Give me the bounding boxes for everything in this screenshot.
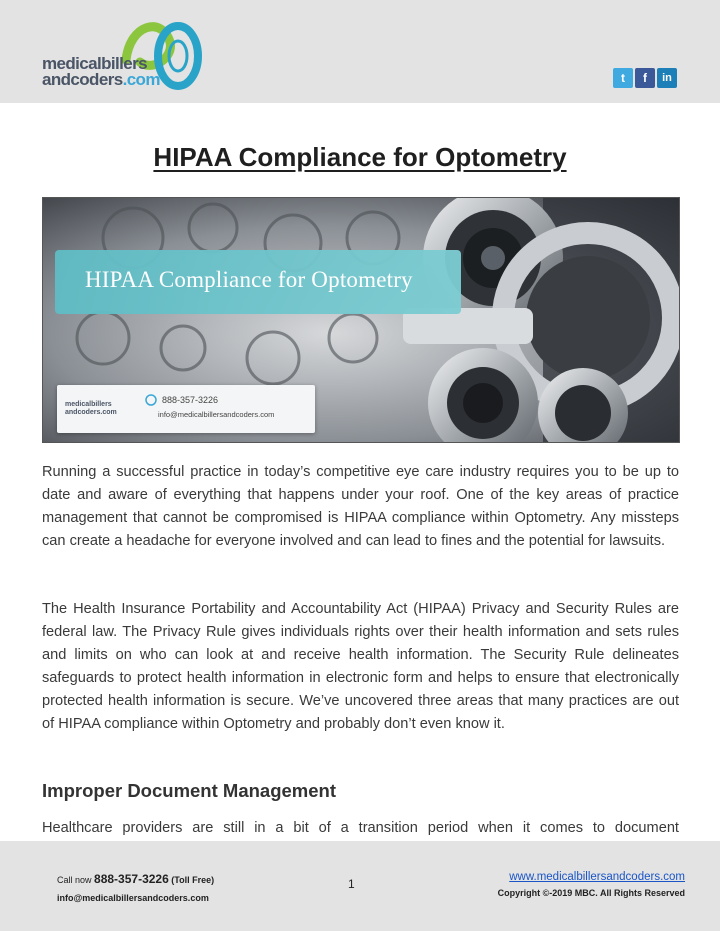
footer-right: [498, 868, 685, 901]
section-heading: Improper Document Management: [42, 780, 336, 801]
logo-text-line2: andcoders.com: [42, 70, 160, 89]
page-header: [0, 0, 720, 103]
paragraph-hipaa: The Health Insurance Portability and Accountability Act (HIPAA) Privacy and Security Rules are federal law. The Privacy Rule gives individuals rights over their health information and sets rules and limits on who can look at and receive health information. The Security Rule delineates safeguards to protect health information in electronic form and helps to ensure that electronically protected health information is secure. We’ve uncovered three areas that many practices are out of HIPAA compliance within Optometry and probably don’t even know it.: [42, 601, 679, 732]
facebook-icon[interactable]: f: [635, 68, 655, 88]
paragraph-intro: Running a successful practice in today’s competitive eye care industry requires you to be up to date and aware of everything that happens under your roof. One of the key areas of practice management that cannot be compromised is HIPAA compliance within Optometry. Any missteps can create a headache for everyone involved and can lead to fines and the potential for lawsuits.: [42, 464, 679, 549]
page-footer: [0, 841, 720, 931]
footer-copyright: Copyright ©-2019 MBC. All Rights Reserved: [497, 888, 685, 898]
hero-card-phone: 888-357-3226: [162, 395, 219, 405]
page-number: 1: [348, 877, 355, 891]
page-title: HIPAA Compliance for Optometry: [153, 142, 567, 172]
hero-card-email: info@medicalbillersandcoders.com: [158, 410, 275, 419]
hero-image: [42, 197, 680, 443]
footer-phone[interactable]: 888-357-3226: [94, 872, 169, 886]
hero-card-logo-line2: andcoders.com: [65, 409, 117, 416]
hero-contact-card: [57, 385, 315, 433]
hero-banner-text: HIPAA Compliance for Optometry: [85, 267, 413, 292]
footer-website-link[interactable]: www.medicalbillersandcoders.com: [509, 871, 685, 883]
social-links: [613, 68, 677, 88]
hero-card-logo-line1: medicalbillers: [65, 401, 112, 408]
linkedin-icon[interactable]: in: [657, 68, 677, 88]
company-logo[interactable]: [40, 14, 205, 94]
phone-icon: [145, 394, 157, 406]
footer-toll-free: (Toll Free): [171, 875, 215, 885]
logo-text-line1: medicalbillers: [42, 54, 147, 73]
twitter-icon[interactable]: t: [613, 68, 633, 88]
paragraph-document-management: Healthcare providers are still in a bit of a transition period when it comes to document: [42, 820, 679, 836]
footer-contact: [57, 870, 214, 907]
footer-email[interactable]: info@medicalbillersandcoders.com: [57, 893, 209, 903]
footer-call-prefix: Call now: [57, 875, 92, 885]
